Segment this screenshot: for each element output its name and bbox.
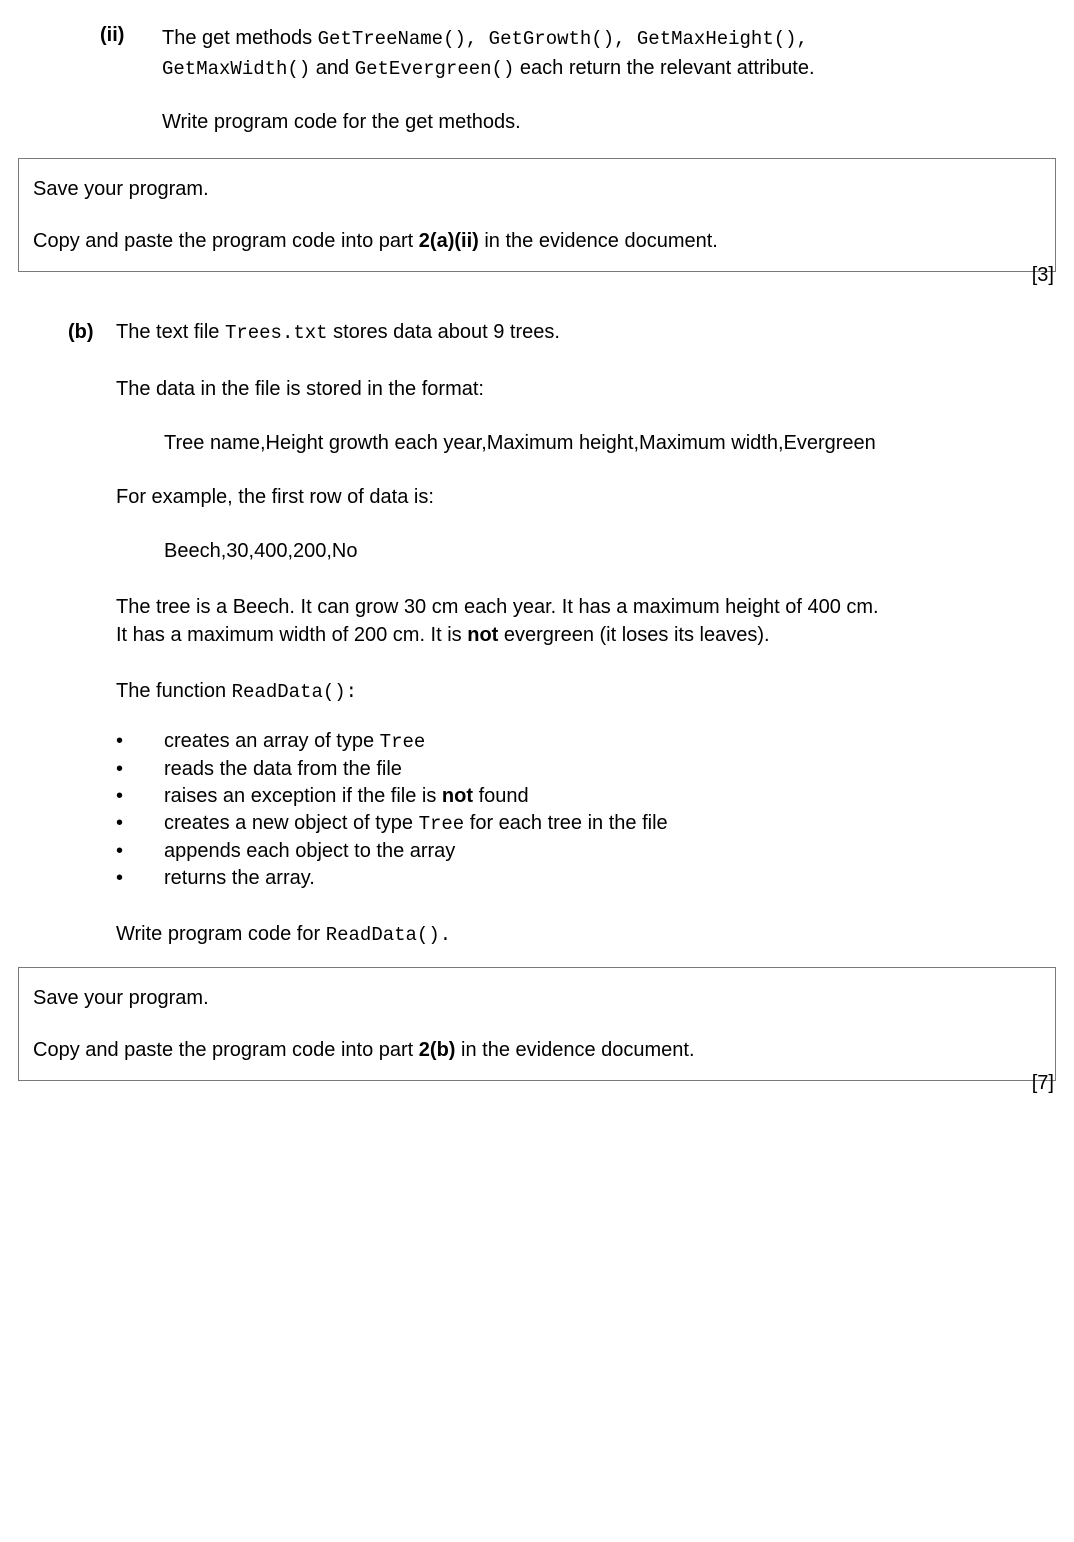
- question-ii-text: [162, 24, 1000, 84]
- list-item: [116, 838, 1028, 865]
- save-box-1: [18, 158, 1056, 272]
- question-ii-text-after: each return the relevant attribute.: [514, 57, 815, 79]
- list-item-pre: raises an exception if the file is: [164, 785, 442, 807]
- question-b-intro: [116, 318, 1028, 347]
- question-b-example-label: For example, the first row of data is:: [116, 486, 434, 508]
- question-b-description-line2-pre: It has a maximum width of 200 cm. It is: [116, 624, 468, 646]
- list-item-post: found: [473, 785, 529, 807]
- list-item: [116, 865, 1028, 892]
- question-ii-methods-line2b: GetEvergreen(): [354, 58, 515, 80]
- question-b-filename: Trees.txt: [224, 322, 328, 344]
- save-box-1-line1: Save your program.: [33, 178, 209, 200]
- list-item-mono: Tree: [379, 731, 426, 753]
- question-b-write-code: [116, 920, 1028, 949]
- save-box-1-line2: [33, 227, 1041, 255]
- list-item-pre: appends each object to the array: [164, 840, 456, 862]
- question-b-function-label: [116, 677, 1028, 706]
- question-b: [68, 318, 1028, 949]
- question-ii-instruction: Write program code for the get methods.: [162, 111, 521, 133]
- bullet-icon: •: [116, 785, 124, 807]
- question-b-intro-pre: The text file: [116, 321, 225, 343]
- question-b-description-line2-post: evergreen (it loses its leaves).: [498, 624, 770, 646]
- list-item: [116, 810, 1028, 838]
- question-b-format-label: The data in the file is stored in the format:: [116, 378, 484, 400]
- question-b-function-name: ReadData():: [231, 681, 358, 703]
- list-item: [116, 756, 1028, 783]
- list-item-post: for each tree in the file: [464, 812, 668, 834]
- question-ii: [100, 24, 1000, 134]
- save-box-1-line2-post: in the evidence document.: [478, 230, 718, 252]
- question-b-write-code-fn: ReadData().: [325, 924, 452, 946]
- list-item-pre: returns the array.: [164, 867, 315, 889]
- list-item-pre: reads the data from the file: [164, 758, 402, 780]
- question-b-example-line: Beech,30,400,200,No: [164, 540, 358, 562]
- question-b-marker: (b): [68, 321, 94, 343]
- question-ii-methods-line1: GetTreeName(), GetGrowth(), GetMaxHeight(),: [317, 28, 808, 50]
- list-item-pre: creates a new object of type: [164, 812, 419, 834]
- save-box-1-line2-pre: Copy and paste the program code into part: [33, 230, 419, 252]
- question-b-bullet-list: [68, 728, 1028, 892]
- list-item-bold: not: [441, 785, 474, 807]
- save-box-2-part-ref: 2(b): [418, 1039, 456, 1061]
- bullet-icon: •: [116, 812, 124, 834]
- bullet-icon: •: [116, 730, 124, 752]
- save-box-2-line2-pre: Copy and paste the program code into part: [33, 1039, 419, 1061]
- save-box-2-line2-post: in the evidence document.: [455, 1039, 695, 1061]
- question-b-function-label-pre: The function: [116, 680, 232, 702]
- question-b-write-code-pre: Write program code for: [116, 923, 326, 945]
- list-item: [116, 728, 1028, 756]
- question-b-intro-post: stores data about 9 trees.: [327, 321, 560, 343]
- list-item-pre: creates an array of type: [164, 730, 380, 752]
- question-ii-text-before: The get methods: [162, 27, 318, 49]
- bullet-icon: •: [116, 867, 124, 889]
- bullet-icon: •: [116, 840, 124, 862]
- save-box-2-line2: [33, 1036, 1041, 1064]
- question-b-description-line1: The tree is a Beech. It can grow 30 cm each year. It has a maximum height of 400 cm.: [116, 596, 879, 618]
- save-box-2: [18, 967, 1056, 1081]
- question-b-description-not: not: [467, 624, 499, 646]
- list-item-mono: Tree: [418, 813, 465, 835]
- bullet-icon: •: [116, 758, 124, 780]
- marks-2: [7]: [1031, 1072, 1054, 1094]
- save-box-1-part-ref: 2(a)(ii): [418, 230, 479, 252]
- list-item: [116, 783, 1028, 810]
- save-box-2-line1: Save your program.: [33, 987, 209, 1009]
- question-ii-methods-line2: GetMaxWidth(): [162, 58, 311, 80]
- question-b-description: [116, 593, 1028, 649]
- question-ii-and: and: [310, 57, 355, 79]
- marks-1: [3]: [1031, 264, 1054, 286]
- question-ii-marker: (ii): [100, 24, 125, 46]
- question-b-format-line: Tree name,Height growth each year,Maximum height,Maximum width,Evergreen: [164, 432, 876, 454]
